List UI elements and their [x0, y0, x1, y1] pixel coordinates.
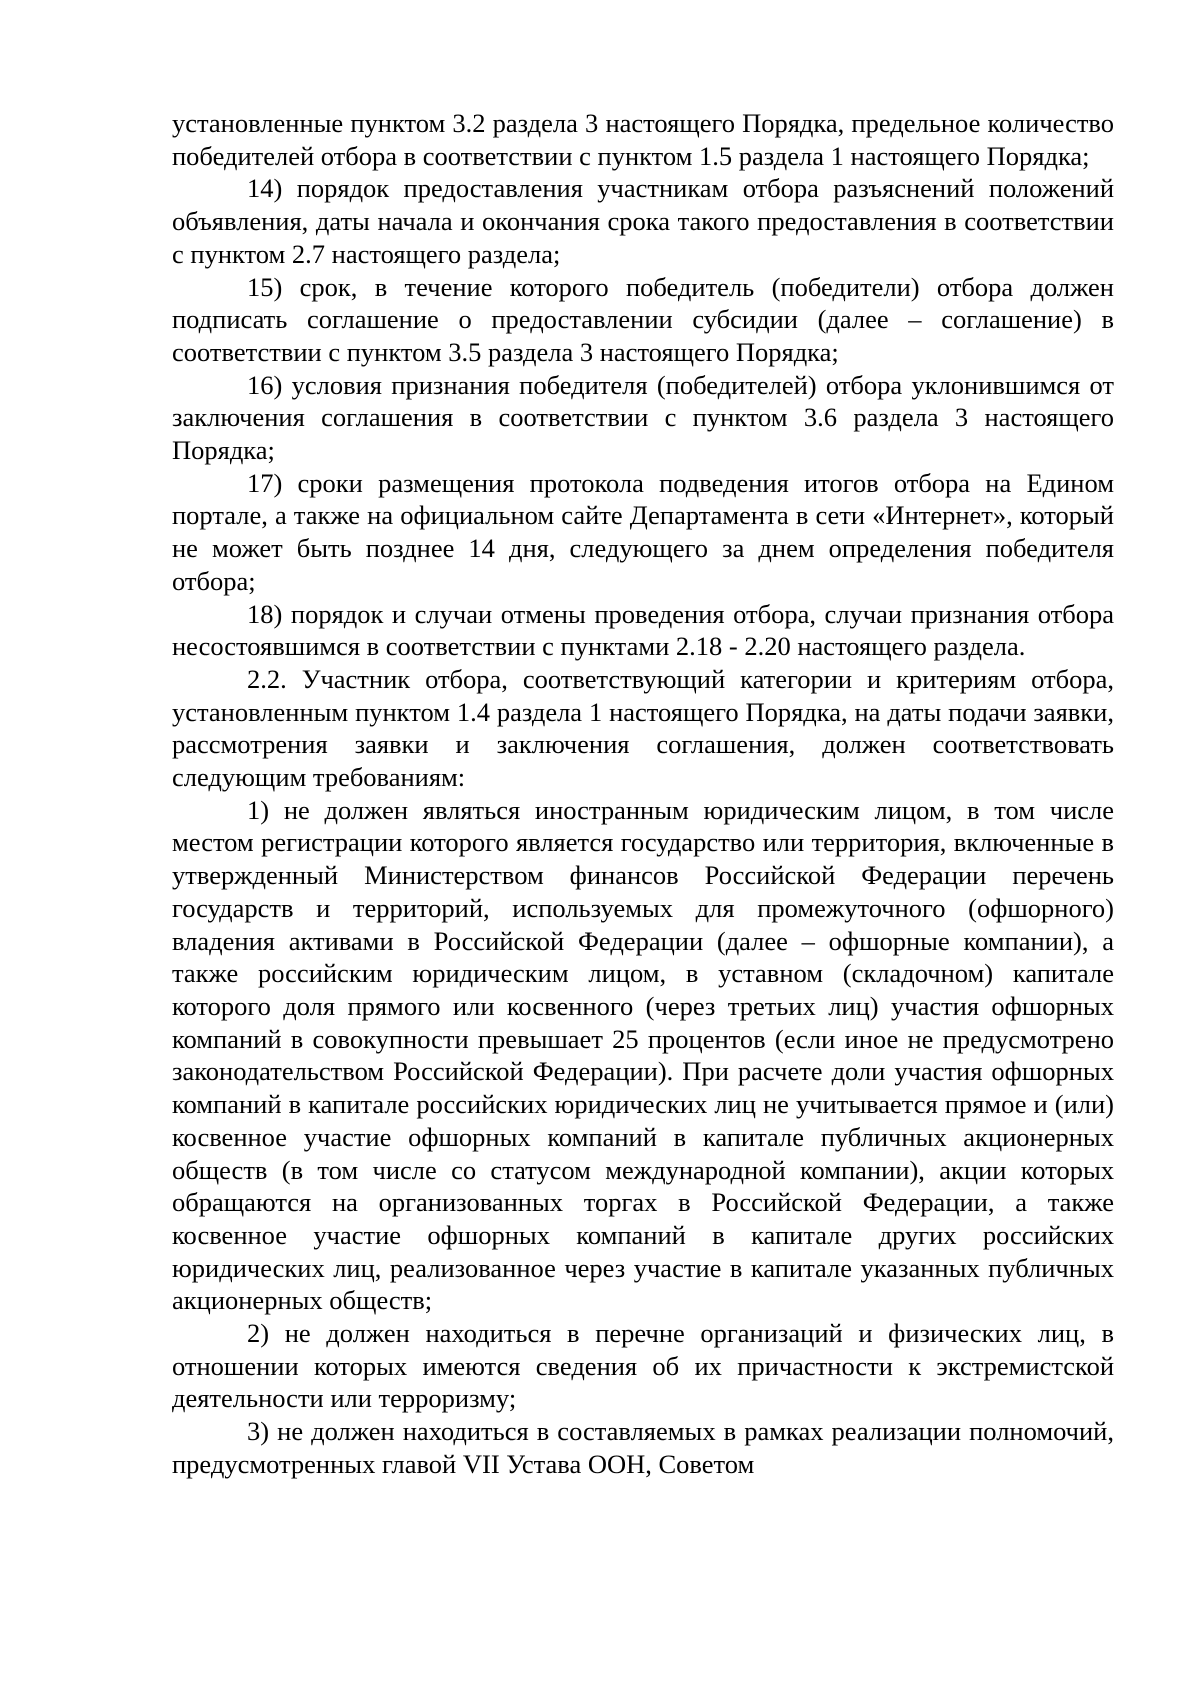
paragraph-item-17: 17) сроки размещения протокола подведения итогов отбора на Едином портале, а также на официальном сайте Департамента в сети «Интернет», который не может быть позднее 14 дня, следующего за днем определения победителя отбора;: [172, 467, 1114, 596]
paragraph-item-18: 18) порядок и случаи отмены проведения отбора, случаи признания отбора несостоявшимся в соответствии с пунктами 2.18 - 2.20 настоящего раздела.: [172, 598, 1114, 662]
paragraph-requirement-1: 1) не должен являться иностранным юридическим лицом, в том числе местом регистрации которого является государство или территория, включенные в утвержденный Министерством финансов Российской Федерации перечень государств и территорий, используемых для промежуточного (офшорного) владения активами в Российской Федерации (далее – офшорные компании), а также российским юридическим лицом, в уставном (складочном) капитале которого доля прямого или косвенного (через третьих лиц) участия офшорных компаний в совокупности превышает 25 процентов (если иное не предусмотрено законодательством Российской Федерации). При расчете доли участия офшорных компаний в капитале российских юридических лиц не учитывается прямое и (или) косвенное участие офшорных компаний в капитале публичных акционерных обществ (в том числе со статусом международной компании), акции которых обращаются на организованных торгах в Российской Федерации, а также косвенное участие офшорных компаний в капитале других российских юридических лиц, реализованное через участие в капитале указанных публичных акционерных обществ;: [172, 794, 1114, 1316]
paragraph-requirement-2: 2) не должен находиться в перечне организаций и физических лиц, в отношении которых имеются сведения об их причастности к экстремистской деятельности или терроризму;: [172, 1318, 1114, 1414]
paragraph-section-2-2: 2.2. Участник отбора, соответствующий категории и критериям отбора, установленным пунктом 1.4 раздела 1 настоящего Порядка, на даты подачи заявки, рассмотрения заявки и заключения соглашения, должен соответствовать следующим требованиям:: [172, 663, 1114, 793]
paragraph-item-16: 16) условия признания победителя (победителей) отбора уклонившимся от заключения соглашения в соответствии с пунктом 3.6 раздела 3 настоящего Порядка;: [172, 369, 1114, 466]
document-page: [172, 107, 1114, 1481]
paragraph-item-14: 14) порядок предоставления участникам отбора разъяснений положений объявления, даты начала и окончания срока такого предоставления в соответствии с пунктом 2.7 настоящего раздела;: [172, 173, 1114, 269]
paragraph-item-15: 15) срок, в течение которого победитель (победители) отбора должен подписать соглашение о предоставлении субсидии (далее – соглашение) в соответствии с пунктом 3.5 раздела 3 настоящего Порядка;: [172, 271, 1114, 367]
paragraph-requirement-3: 3) не должен находиться в составляемых в рамках реализации полномочий, предусмотренных главой VII Устава ООН, Советом: [172, 1416, 1114, 1479]
paragraph-1: установленные пунктом 3.2 раздела 3 настоящего Порядка, предельное количество победителей отбора в соответствии с пунктом 1.5 раздела 1 настоящего Порядка;: [172, 108, 1114, 171]
